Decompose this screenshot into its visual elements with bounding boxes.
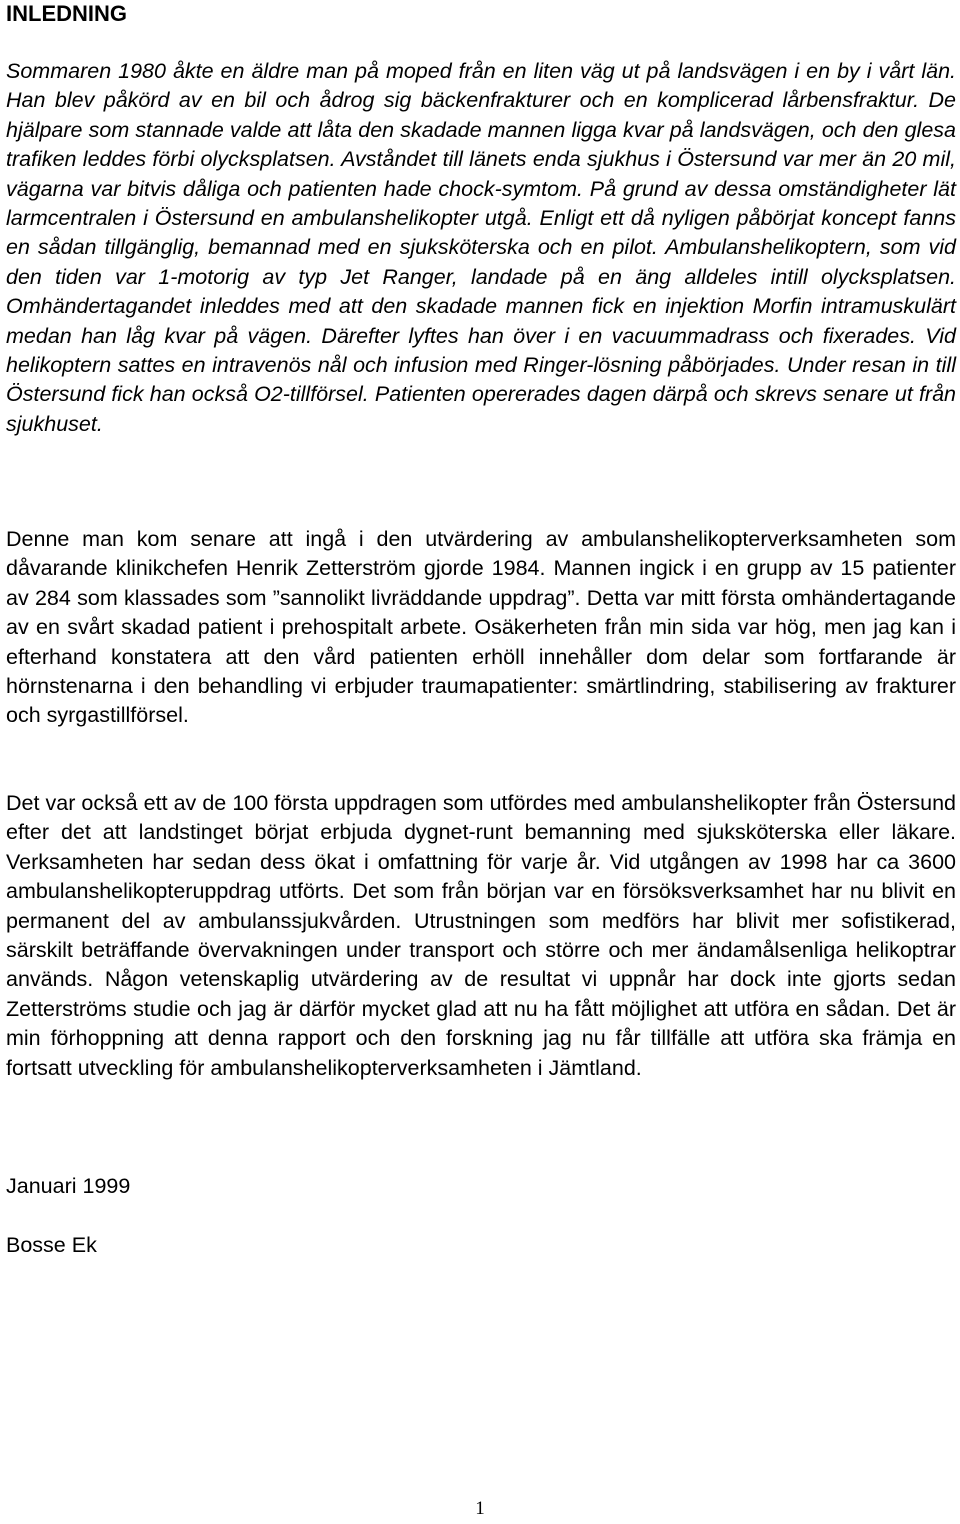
paragraph-evaluation: Denne man kom senare att ingå i den utvärdering av ambulanshelikopterverksamheten som dåvarande klinikchefen Henrik Zetterström gjorde 1984. Mannen ingick i en grupp av 15 patienter av 284 som klassades som ”sannolikt livräddande uppdrag”. Detta var mitt första omhändertagande av en svårt skadad patient i prehospitalt arbete. Osäkerheten från min sida var hög, men jag kan i efterhand konstatera att den vård patienten erhöll innehåller dom delar som fortfarande är hörnstenarna i den behandling vi erbjuder traumapatienter: smärtlindring, stabilisering av frakturer och syrgastillförsel. — [6, 527, 956, 728]
paragraph-case-story: Sommaren 1980 åkte en äldre man på moped från en liten väg ut på landsvägen i en by i vårt län. Han blev påkörd av en bil och ådrog sig bäckenfrakturer och en komplicerad lårbensfraktur. De hjälpare som stannade valde att låta den skadade mannen ligga kvar på landsvägen, och den glesa trafiken leddes förbi olycksplatsen. Avståndet till länets enda sjukhus i Östersund var mer än 20 mil, vägarna var bitvis dåliga och patienten hade chock-symtom. På grund av dessa omständigheter lät larmcentralen i Östersund en ambulanshelikopter utgå. Enligt ett då nyligen påbörjat koncept fanns en sådan tillgänglig, bemannad med en sjuksköterska och en pilot. Ambulanshelikoptern, som vid den tiden var 1-motorig av typ Jet Ranger, landade på en äng alldeles intill olycksplatsen. Omhändertagandet inleddes med att den skadade mannen fick en injektion Morfin intramuskulärt medan han låg kvar på vägen. Därefter lyftes han över i en vacuummadrass och fixerades. Vid helikoptern sattes en intravenös nål och infusion med Ringer-lösning påbörjades. Under resan in till Östersund fick han också O2-tillförsel. Patienten opererades dagen därpå och skrevs senare ut från sjukhuset. — [6, 59, 956, 436]
signature-date: Januari 1999 — [6, 1174, 131, 1198]
paragraph-history: Det var också ett av de 100 första uppdragen som utfördes med ambulanshelikopter från Östersund efter det att landstinget börjat erbjuda dygnet-runt bemanning med sjuksköterska eller läkare. Verksamheten har sedan dess ökat i omfattning för varje år. Vid utgången av 1998 har ca 3600 ambulanshelikopteruppdrag utförts. Det som från början var en försöksverksamhet har nu blivit en permanent del av ambulanssjukvården. Utrustningen som medförs har blivit mer sofistikerad, särskilt beträffande övervakningen under transport och större och mer ändamålsenliga helikoptrar används. Någon vetenskaplig utvärdering av de resultat vi uppnår har dock inte gjorts sedan Zetterströms studie och jag är därför mycket glad att nu ha fått möjlighet att utföra en sådan. Det är min förhoppning att denna rapport och den forskning jag nu får tillfälle att utföra ska främja en fortsatt utveckling för ambulanshelikopterverksamheten i Jämtland. — [6, 791, 956, 1080]
document-page — [6, 0, 956, 1257]
section-heading: INLEDNING — [6, 1, 127, 26]
signature-author: Bosse Ek — [6, 1233, 97, 1257]
page-number: 1 — [475, 1498, 485, 1519]
